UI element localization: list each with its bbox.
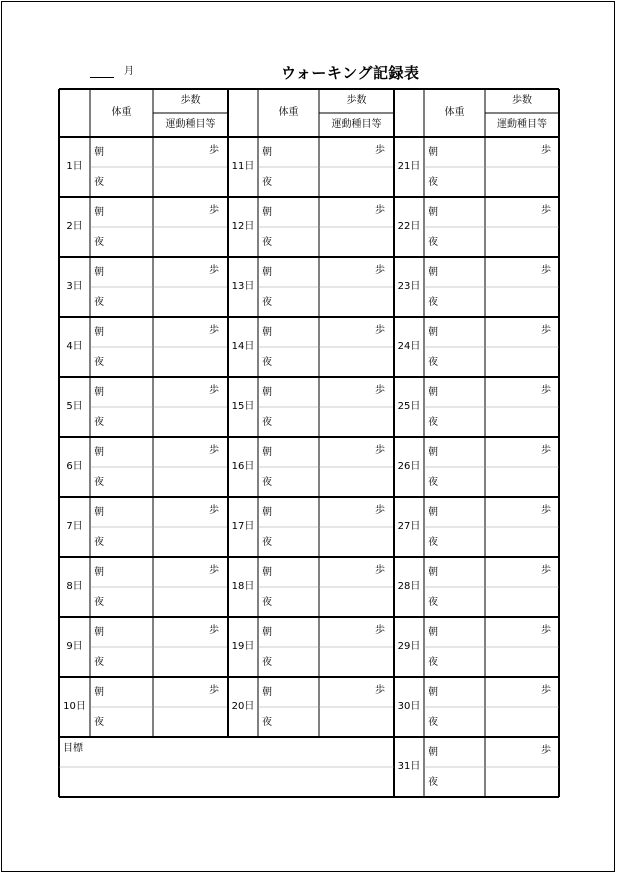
night-label: 夜: [262, 297, 272, 308]
day-label: 27日: [397, 521, 421, 532]
day-label: 11日: [231, 161, 255, 172]
morning-label: 朝: [262, 447, 272, 458]
day-label: 22日: [397, 221, 421, 232]
night-label: 夜: [428, 657, 438, 668]
steps-header: 歩数: [346, 95, 367, 106]
night-label: 夜: [94, 537, 104, 548]
steps-unit-label: 歩: [541, 265, 551, 276]
night-label: 夜: [428, 777, 438, 788]
night-label: 夜: [262, 357, 272, 368]
night-label: 夜: [428, 597, 438, 608]
steps-unit-label: 歩: [209, 325, 219, 336]
day-label: 31日: [397, 761, 421, 772]
day-label: 1日: [66, 161, 83, 172]
steps-unit-label: 歩: [209, 145, 219, 156]
morning-label: 朝: [428, 507, 438, 518]
morning-label: 朝: [94, 567, 104, 578]
exercise-header: 運動種目等: [165, 119, 216, 130]
steps-unit-label: 歩: [375, 265, 385, 276]
steps-unit-label: 歩: [541, 325, 551, 336]
night-label: 夜: [94, 417, 104, 428]
steps-unit-label: 歩: [375, 505, 385, 516]
morning-label: 朝: [428, 627, 438, 638]
steps-unit-label: 歩: [541, 625, 551, 636]
steps-unit-label: 歩: [375, 445, 385, 456]
night-label: 夜: [94, 177, 104, 188]
day-label: 29日: [397, 641, 421, 652]
morning-label: 朝: [262, 507, 272, 518]
morning-label: 朝: [94, 267, 104, 278]
night-label: 夜: [428, 537, 438, 548]
morning-label: 朝: [262, 387, 272, 398]
day-label: 28日: [397, 581, 421, 592]
steps-unit-label: 歩: [209, 625, 219, 636]
steps-unit-label: 歩: [375, 385, 385, 396]
steps-header: 歩数: [180, 95, 201, 106]
night-label: 夜: [428, 357, 438, 368]
steps-unit-label: 歩: [541, 505, 551, 516]
day-label: 5日: [66, 401, 83, 412]
day-label: 9日: [66, 641, 83, 652]
steps-unit-label: 歩: [375, 625, 385, 636]
day-label: 25日: [397, 401, 421, 412]
weight-header: 体重: [278, 107, 299, 118]
night-label: 夜: [262, 597, 272, 608]
day-label: 6日: [66, 461, 83, 472]
morning-label: 朝: [262, 327, 272, 338]
day-label: 3日: [66, 281, 83, 292]
day-label: 24日: [397, 341, 421, 352]
day-label: 23日: [397, 281, 421, 292]
day-label: 26日: [397, 461, 421, 472]
steps-unit-label: 歩: [209, 685, 219, 696]
steps-unit-label: 歩: [375, 565, 385, 576]
morning-label: 朝: [428, 147, 438, 158]
morning-label: 朝: [428, 267, 438, 278]
morning-label: 朝: [262, 687, 272, 698]
night-label: 夜: [262, 717, 272, 728]
weight-header: 体重: [111, 107, 132, 118]
night-label: 夜: [94, 297, 104, 308]
morning-label: 朝: [428, 747, 438, 758]
steps-unit-label: 歩: [541, 145, 551, 156]
morning-label: 朝: [94, 447, 104, 458]
day-label: 21日: [397, 161, 421, 172]
night-label: 夜: [428, 717, 438, 728]
steps-unit-label: 歩: [541, 745, 551, 756]
steps-unit-label: 歩: [209, 265, 219, 276]
steps-unit-label: 歩: [375, 325, 385, 336]
morning-label: 朝: [428, 327, 438, 338]
morning-label: 朝: [94, 507, 104, 518]
exercise-header: 運動種目等: [497, 119, 547, 130]
steps-unit-label: 歩: [541, 205, 551, 216]
day-label: 8日: [66, 581, 83, 592]
morning-label: 朝: [94, 627, 104, 638]
night-label: 夜: [428, 177, 438, 188]
morning-label: 朝: [428, 447, 438, 458]
morning-label: 朝: [262, 627, 272, 638]
goal-label: 目標: [63, 743, 83, 754]
morning-label: 朝: [262, 207, 272, 218]
night-label: 夜: [262, 237, 272, 248]
day-label: 10日: [63, 701, 86, 712]
morning-label: 朝: [262, 147, 272, 158]
day-label: 17日: [231, 521, 255, 532]
weight-header: 体重: [444, 107, 465, 118]
day-label: 14日: [231, 341, 255, 352]
night-label: 夜: [262, 537, 272, 548]
day-label: 4日: [66, 341, 83, 352]
steps-unit-label: 歩: [541, 685, 551, 696]
morning-label: 朝: [428, 207, 438, 218]
day-label: 19日: [231, 641, 255, 652]
morning-label: 朝: [428, 387, 438, 398]
day-label: 18日: [231, 581, 255, 592]
night-label: 夜: [428, 477, 438, 488]
day-label: 7日: [66, 521, 83, 532]
steps-unit-label: 歩: [541, 565, 551, 576]
morning-label: 朝: [428, 687, 438, 698]
night-label: 夜: [428, 417, 438, 428]
day-label: 15日: [231, 401, 255, 412]
steps-unit-label: 歩: [209, 205, 219, 216]
day-label: 30日: [397, 701, 421, 712]
morning-label: 朝: [94, 387, 104, 398]
morning-label: 朝: [262, 267, 272, 278]
night-label: 夜: [428, 297, 438, 308]
exercise-header: 運動種目等: [331, 119, 382, 130]
steps-unit-label: 歩: [209, 505, 219, 516]
morning-label: 朝: [94, 687, 104, 698]
night-label: 夜: [94, 717, 104, 728]
night-label: 夜: [262, 417, 272, 428]
morning-label: 朝: [428, 567, 438, 578]
steps-unit-label: 歩: [541, 445, 551, 456]
night-label: 夜: [94, 477, 104, 488]
morning-label: 朝: [262, 567, 272, 578]
night-label: 夜: [94, 237, 104, 248]
page-title: ウォーキング記録表: [281, 64, 420, 82]
steps-unit-label: 歩: [209, 445, 219, 456]
day-label: 20日: [231, 701, 255, 712]
night-label: 夜: [262, 477, 272, 488]
morning-label: 朝: [94, 147, 104, 158]
day-label: 13日: [231, 281, 255, 292]
month-label: 月: [124, 66, 134, 77]
day-label: 12日: [231, 221, 255, 232]
day-label: 16日: [231, 461, 255, 472]
night-label: 夜: [428, 237, 438, 248]
night-label: 夜: [94, 597, 104, 608]
steps-unit-label: 歩: [209, 385, 219, 396]
steps-unit-label: 歩: [375, 205, 385, 216]
night-label: 夜: [262, 177, 272, 188]
steps-unit-label: 歩: [541, 385, 551, 396]
morning-label: 朝: [94, 327, 104, 338]
day-label: 2日: [66, 221, 83, 232]
steps-unit-label: 歩: [209, 565, 219, 576]
morning-label: 朝: [94, 207, 104, 218]
night-label: 夜: [94, 657, 104, 668]
steps-header: 歩数: [512, 95, 532, 106]
steps-unit-label: 歩: [375, 145, 385, 156]
night-label: 夜: [262, 657, 272, 668]
steps-unit-label: 歩: [375, 685, 385, 696]
night-label: 夜: [94, 357, 104, 368]
